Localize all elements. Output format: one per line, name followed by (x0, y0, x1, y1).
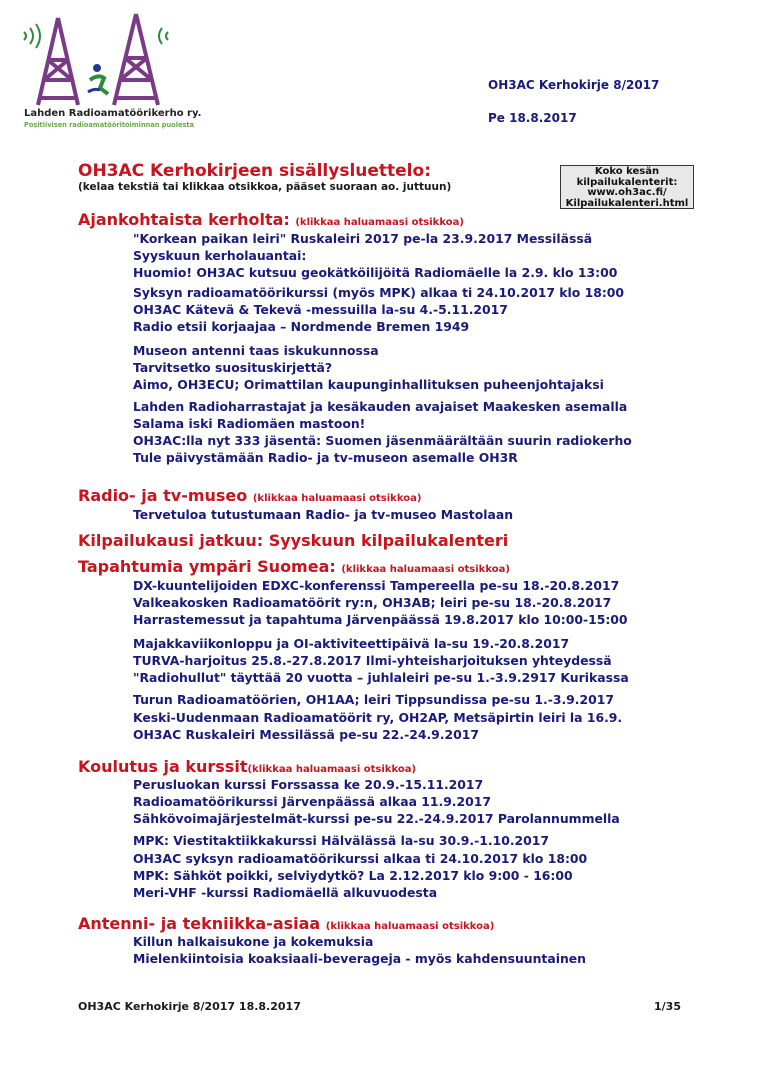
toc-link[interactable]: Perusluokan kurssi Forssassa ke 20.9.-15.11.2017 (133, 777, 484, 792)
toc-link[interactable]: MPK: Viestitaktiikkakurssi Hälvälässä la-su 30.9.-1.10.2017 (133, 833, 550, 848)
section-hint: (klikkaa haluamaasi otsikkoa) (252, 493, 422, 504)
toc-link[interactable]: Aimo, OH3ECU; Orimattilan kaupunginhallituksen puheenjohtajaksi (133, 377, 604, 392)
toc-link[interactable]: Sähkövoimajärjestelmät-kurssi pe-su 22.-24.9.2017 Parolannummella (133, 811, 620, 826)
section-hint: (klikkaa haluamaasi otsikkoa) (325, 921, 495, 932)
toc-title: OH3AC Kerhokirjeen sisällysluettelo: (78, 161, 431, 181)
section-hint: (klikkaa haluamaasi otsikkoa) (295, 217, 464, 228)
radio-tower-logo-icon (18, 10, 178, 108)
toc-link[interactable]: Tervetuloa tutustumaan Radio- ja tv-museo Mastolaan (133, 507, 514, 522)
toc-link[interactable]: Meri-VHF -kurssi Radiomäellä alkuvuodesta (133, 885, 438, 900)
promo-line: Kilpailukalenteri.html (565, 197, 689, 209)
toc-link[interactable]: Turun Radioamatöörien, OH1AA; leiri Tippsundissa pe-su 1.-3.9.2017 (133, 692, 615, 707)
toc-link[interactable]: "Korkean paikan leiri" Ruskaleiri 2017 pe-la 23.9.2017 Messilässä (133, 231, 593, 246)
section-hint: (klikkaa haluamaasi otsikkoa) (247, 764, 417, 775)
toc-link[interactable]: OH3AC Ruskaleiri Messilässä pe-su 22.-24.9.2017 (133, 727, 479, 742)
footer-page-number: 1/35 (654, 1000, 681, 1013)
logo-subtitle: Positiivisen radioamatööritoiminnan puolesta (24, 121, 194, 129)
toc-link[interactable]: Radio etsii korjaajaa – Nordmende Bremen 1949 (133, 319, 470, 334)
newsletter-date: Pe 18.8.2017 (488, 111, 577, 125)
newsletter-title: OH3AC Kerhokirje 8/2017 (488, 78, 660, 92)
section-hint: (klikkaa haluamaasi otsikkoa) (341, 564, 510, 575)
toc-link[interactable]: Huomio! OH3AC kutsuu geokätköilijöitä Radiomäelle la 2.9. klo 13:00 (133, 265, 618, 280)
toc-link[interactable]: TURVA-harjoitus 25.8.-27.8.2017 Ilmi-yhteisharjoituksen yhteydessä (133, 653, 612, 668)
toc-link[interactable]: Keski-Uudenmaan Radioamatöörit ry, OH2AP, Metsäpirtin leiri la 16.9. (133, 710, 623, 725)
footer-newsletter-info: OH3AC Kerhokirje 8/2017 18.8.2017 (78, 1000, 301, 1013)
toc-note: (kelaa tekstiä tai klikkaa otsikkoa, pääset suoraan ao. juttuun) (78, 181, 452, 193)
promo-line: www.oh3ac.fi/ (587, 187, 667, 198)
toc-link[interactable]: Lahden Radioharrastajat ja kesäkauden avajaiset Maakesken asemalla (133, 399, 628, 414)
toc-link[interactable]: Syksyn radioamatöörikurssi (myös MPK) alkaa ti 24.10.2017 klo 18:00 (133, 285, 625, 300)
toc-link[interactable]: Radioamatöörikurssi Järvenpäässä alkaa 11.9.2017 (133, 794, 492, 809)
toc-link[interactable]: MPK: Sähköt poikki, selviydytkö? La 2.12.2017 klo 9:00 - 16:00 (133, 868, 573, 883)
toc-link[interactable]: OH3AC syksyn radioamatöörikurssi alkaa ti 24.10.2017 klo 18:00 (133, 851, 588, 866)
toc-link[interactable]: Museon antenni taas iskukunnossa (133, 343, 379, 358)
toc-link[interactable]: Killun halkaisukone ja kokemuksia (133, 934, 374, 949)
logo-title: Lahden Radioamatöörikerho ry. (24, 108, 202, 119)
section-title: Radio- ja tv-museo (78, 486, 248, 505)
section-title: Ajankohtaista kerholta: (78, 210, 290, 229)
toc-link[interactable]: "Radiohullut" täyttää 20 vuotta – juhlaleiri pe-su 1.-3.9.2917 Kurikassa (133, 670, 629, 685)
section-tapahtumia-heading[interactable] (78, 557, 510, 576)
section-museo-heading[interactable] (78, 486, 421, 505)
toc-link[interactable]: Mielenkiintoisia koaksiaali-beverageja - myös kahdensuuntainen (133, 951, 586, 966)
section-title: Antenni- ja tekniikka-asiaa (78, 914, 321, 933)
toc-link[interactable]: OH3AC Kätevä & Tekevä -messuilla la-su 4.-5.11.2017 (133, 302, 508, 317)
toc-link[interactable]: Valkeakosken Radioamatöörit ry:n, OH3AB; leiri pe-su 18.-20.8.2017 (133, 595, 612, 610)
section-title: Koulutus ja kurssit (78, 757, 248, 776)
promo-line: Koko kesän (594, 166, 660, 177)
toc-link[interactable]: OH3AC:lla nyt 333 jäsentä: Suomen jäsenmäärältään suurin radiokerho (133, 433, 632, 448)
toc-link[interactable]: DX-kuuntelijoiden EDXC-konferenssi Tampereella pe-su 18.-20.8.2017 (133, 578, 620, 593)
section-antenni-heading[interactable] (78, 914, 494, 933)
toc-link[interactable]: Syyskuun kerholauantai: (133, 248, 307, 263)
toc-link[interactable]: Tule päivystämään Radio- ja tv-museon asemalle OH3R (133, 450, 518, 465)
toc-link[interactable]: Tarvitsetko suosituskirjettä? (133, 360, 333, 375)
section-koulutus-heading[interactable] (78, 757, 416, 776)
toc-link[interactable]: Majakkaviikonloppu ja OI-aktiviteettipäivä la-su 19.-20.8.2017 (133, 636, 570, 651)
section-title: Kilpailukausi jatkuu: Syyskuun kilpailukalenteri (78, 531, 509, 550)
promo-line: kilpailukalenterit: (576, 176, 678, 188)
toc-link[interactable]: Harrastemessut ja tapahtuma Järvenpäässä 19.8.2017 klo 10:00-15:00 (133, 612, 628, 627)
toc-link[interactable]: Salama iski Radiomäen mastoon! (133, 416, 366, 431)
section-title: Tapahtumia ympäri Suomea: (78, 557, 336, 576)
club-logo (18, 10, 202, 130)
section-kilpailu-heading[interactable] (78, 531, 508, 550)
section-ajankohtaista-heading[interactable] (78, 210, 464, 229)
contest-calendar-link-box[interactable] (560, 165, 694, 209)
